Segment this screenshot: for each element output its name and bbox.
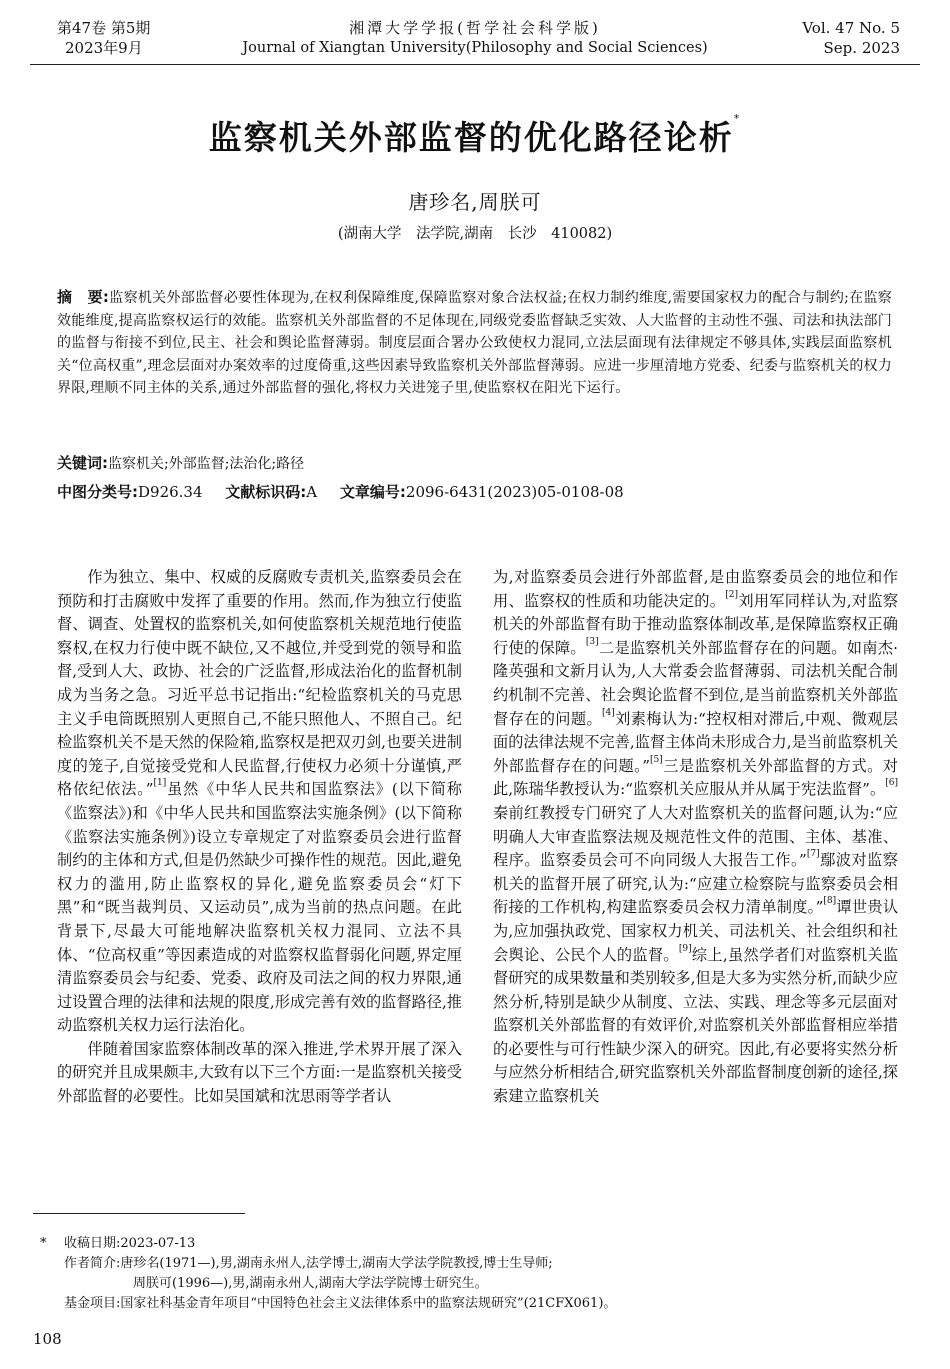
paragraph-text: 为,对监察委员会进行外部监督,是由监察委员会的地位和作用、监察权的性质和功能决定的。 (493, 568, 898, 610)
paragraph-text: 鄢波对监察机关的监督开展了研究,认为:“应建立检察院与监察委员会相衔接的工作机构,构建监察委员会权力清单制度。” (493, 851, 898, 917)
body-right-column (493, 566, 898, 1109)
body-paragraph (57, 566, 462, 1038)
paper-authors: 唐珍名,周朕可 (408, 190, 542, 214)
citation-ref: [5] (650, 754, 663, 765)
article-number-value: 2096-6431(2023)05-0108-08 (405, 483, 624, 501)
header-issue-cn: 第47卷 第5期 (57, 19, 151, 37)
author1-bio: 唐珍名(1971—),男,湖南永州人,法学博士,湖南大学法学院教授,博士生导师; (120, 1256, 553, 1271)
header-issue (57, 18, 150, 58)
clc-value: D926.34 (138, 483, 203, 501)
body-paragraph: 伴随着国家监察体制改革的深入推进,学术界开展了深入的研究并且成果颇丰,大致有以下三个方面:一是监察机关接受外部监督的必要性。比如吴国斌和沈思雨等学者认 (57, 1039, 462, 1106)
header-date-cn: 2023年9月 (65, 39, 143, 57)
paragraph-text: 综上,虽然学者们对监察机关监督研究的成果数量和类别较多,但是大多为实然分析,而缺少应然分析,特别是缺少从制度、立法、实践、理念等多元层面对监察机关外部监督的有效评价,对监察机关外部监督相应举措的必要性与可行性缺少深入的研究。因此,有必要将实然分析与应然分析相结合,研究监察机关外部监督制度创新的途径,探索建立监察机关 (493, 945, 899, 1106)
footnote-author-intro (40, 1254, 920, 1274)
doc-code-label: 文献标识码: (225, 483, 307, 501)
keywords (57, 452, 892, 475)
footnote-received (40, 1234, 920, 1254)
keywords-text: 监察机关;外部监督;法治化;路径 (108, 456, 305, 472)
paragraph-text: 刘用军同样认为,对监察机关的外部监督有助于推动监察体制改革,是保障监察权正确行使的保障。 (493, 591, 899, 657)
citation-ref: [7] (806, 849, 820, 860)
article-number-label: 文章编号: (339, 483, 406, 501)
journal-title-en: Journal of Xiangtan University(Philosophy and Social Sciences) (242, 40, 708, 56)
received-date: 收稿日期:2023-07-13 (64, 1236, 196, 1251)
citation-ref: [3] (585, 636, 599, 647)
footnote-fund: 基金项目:国家社科基金青年项目“中国特色社会主义法律体系中的监察法规研究”(21CFX061)。 (64, 1296, 617, 1311)
body-left-column (57, 566, 462, 1109)
paper-affiliation: (湖南大学 法学院,湖南 长沙 410082) (337, 226, 613, 242)
paragraph-text: 二是监察机关外部监督存在的问题。如南杰·隆英强和文新月认为,人大常委会监督薄弱、司法机关配合制约机制不完善、社会舆论监督不到位,是当前监察机关外部监督存在的问题。 (493, 638, 899, 728)
citation-ref: [8] (823, 896, 837, 907)
header-date-en: Sep. 2023 (823, 39, 900, 57)
classification-line (57, 481, 892, 503)
header-rule (30, 64, 920, 65)
paragraph-text: 作为独立、集中、权威的反腐败专责机关,监察委员会在预防和打击腐败中发挥了重要的作用。然而,作为独立行使监督、调查、处置权的监察机关,如何使监察机关规范地行使监察权,在权力行使中既不缺位,又不越位,并受到党的领导和监督,受到人大、政协、社会的广泛监督,形成法治化的监督机制成为当务之急。习近平总书记指出:“纪检监察机关的马克思主义手电筒既照别人更照自己,不能只照他人、不照自己。纪检监察机关不是天然的保险箱,监察权是把双刃剑,也要关进制度的笼子,自觉接受党和人民监督,行使权力必须十分谨慎,严格依纪依法。” (57, 568, 462, 799)
citation-ref: [2] (725, 589, 739, 600)
paragraph-text: 三是监察机关外部监督的方式。对此,陈瑞华教授认为:“监察机关应服从并从属于宪法监督”。 (493, 756, 898, 799)
header-volume (802, 18, 900, 58)
title-text: 监察机关外部监督的优化路径论析 (208, 118, 734, 157)
author-intro-label: 作者简介: (64, 1256, 121, 1271)
title-footnote-mark: * (733, 112, 742, 125)
citation-ref: [1] (153, 778, 167, 789)
paragraph-text: 秦前红教授专门研究了人大对监察机关的监督问题,认为:“应明确人大审查监察法规及规范性文件的范围、主体、基准、程序。监察委员会可不向同级人大报告工作。” (493, 803, 898, 870)
journal-title-cn: 湘潭大学学报(哲学社会科学版) (349, 19, 601, 37)
citation-ref: [4] (602, 707, 615, 718)
header-vol-en: Vol. 47 No. 5 (802, 19, 900, 37)
abstract-text: 监察机关外部监督必要性体现为,在权利保障维度,保障监察对象合法权益;在权力制约维度,需要国家权力的配合与制约;在监察效能维度,提高监察权运行的效能。监察机关外部监督的不足体现在,同级党委监督缺乏实效、人大监督的主动性不强、司法和执法部门的监督与衔接不到位,民主、社会和舆论监督薄弱。制度层面合署办公致使权力混同,立法层面现有法律规定不够具体,实践层面监察机关“位高权重”,理念层面对办案效率的过度倚重,这些因素导致监察机关外部监督薄弱。应进一步厘清地方党委、纪委与监察机关的权力界限,理顺不同主体的关系,通过外部监督的强化,将权力关进笼子里,使监察权在阳光下运行。 (57, 290, 892, 397)
footnotes (40, 1234, 920, 1314)
footnote-mark: * (40, 1236, 47, 1251)
footnote-rule (33, 1213, 245, 1214)
header-journal (230, 18, 720, 58)
keywords-label: 关键词: (57, 454, 108, 472)
paragraph-text: 刘素梅认为:“控权相对滞后,中观、微观层面的法律法规不完善,监督主体尚未形成合力,是当前监察机关外部监督存在的问题。” (493, 709, 898, 775)
abstract-label: 摘 要: (57, 288, 110, 306)
citation-ref: [6] (885, 778, 898, 789)
citation-ref: [9] (678, 943, 692, 954)
paragraph-text: 虽然《中华人民共和国监察法》(以下简称《监察法》)和《中华人民共和国监察法实施条例》(以下简称《监察法实施条例》)设立专章规定了对监察委员会进行监督制约的主体和方式,但是仍然缺少可操作性的规范。因此,避免权力的滥用,防止监察权的异化,避免监察委员会“灯下黑”和“既当裁判员、又运动员”,成为当前的热点问题。在此背景下,尽最大可能地解决监察机关权力混同、立法不具体、“位高权重”等因素造成的对监察权监督弱化问题,界定厘清监察委员会与纪委、党委、政府及司法之间的权力界限,通过设置合理的法律和法规的限度,形成完善有效的监督路径,推动监察机关权力运行法治化。 (57, 780, 462, 1035)
abstract (57, 286, 892, 400)
paragraph-text: 谭世贵认为,应加强执政党、国家权力机关、司法机关、社会组织和社会舆论、公民个人的监督。 (493, 898, 899, 964)
paper-title (0, 112, 950, 159)
footnote-author2: 周朕可(1996—),男,湖南永州人,湖南大学法学院博士研究生。 (133, 1276, 488, 1291)
page-number: 108 (33, 1330, 62, 1348)
doc-code-value: A (306, 483, 318, 501)
clc-label: 中图分类号: (57, 483, 138, 501)
body-paragraph (493, 566, 898, 1109)
